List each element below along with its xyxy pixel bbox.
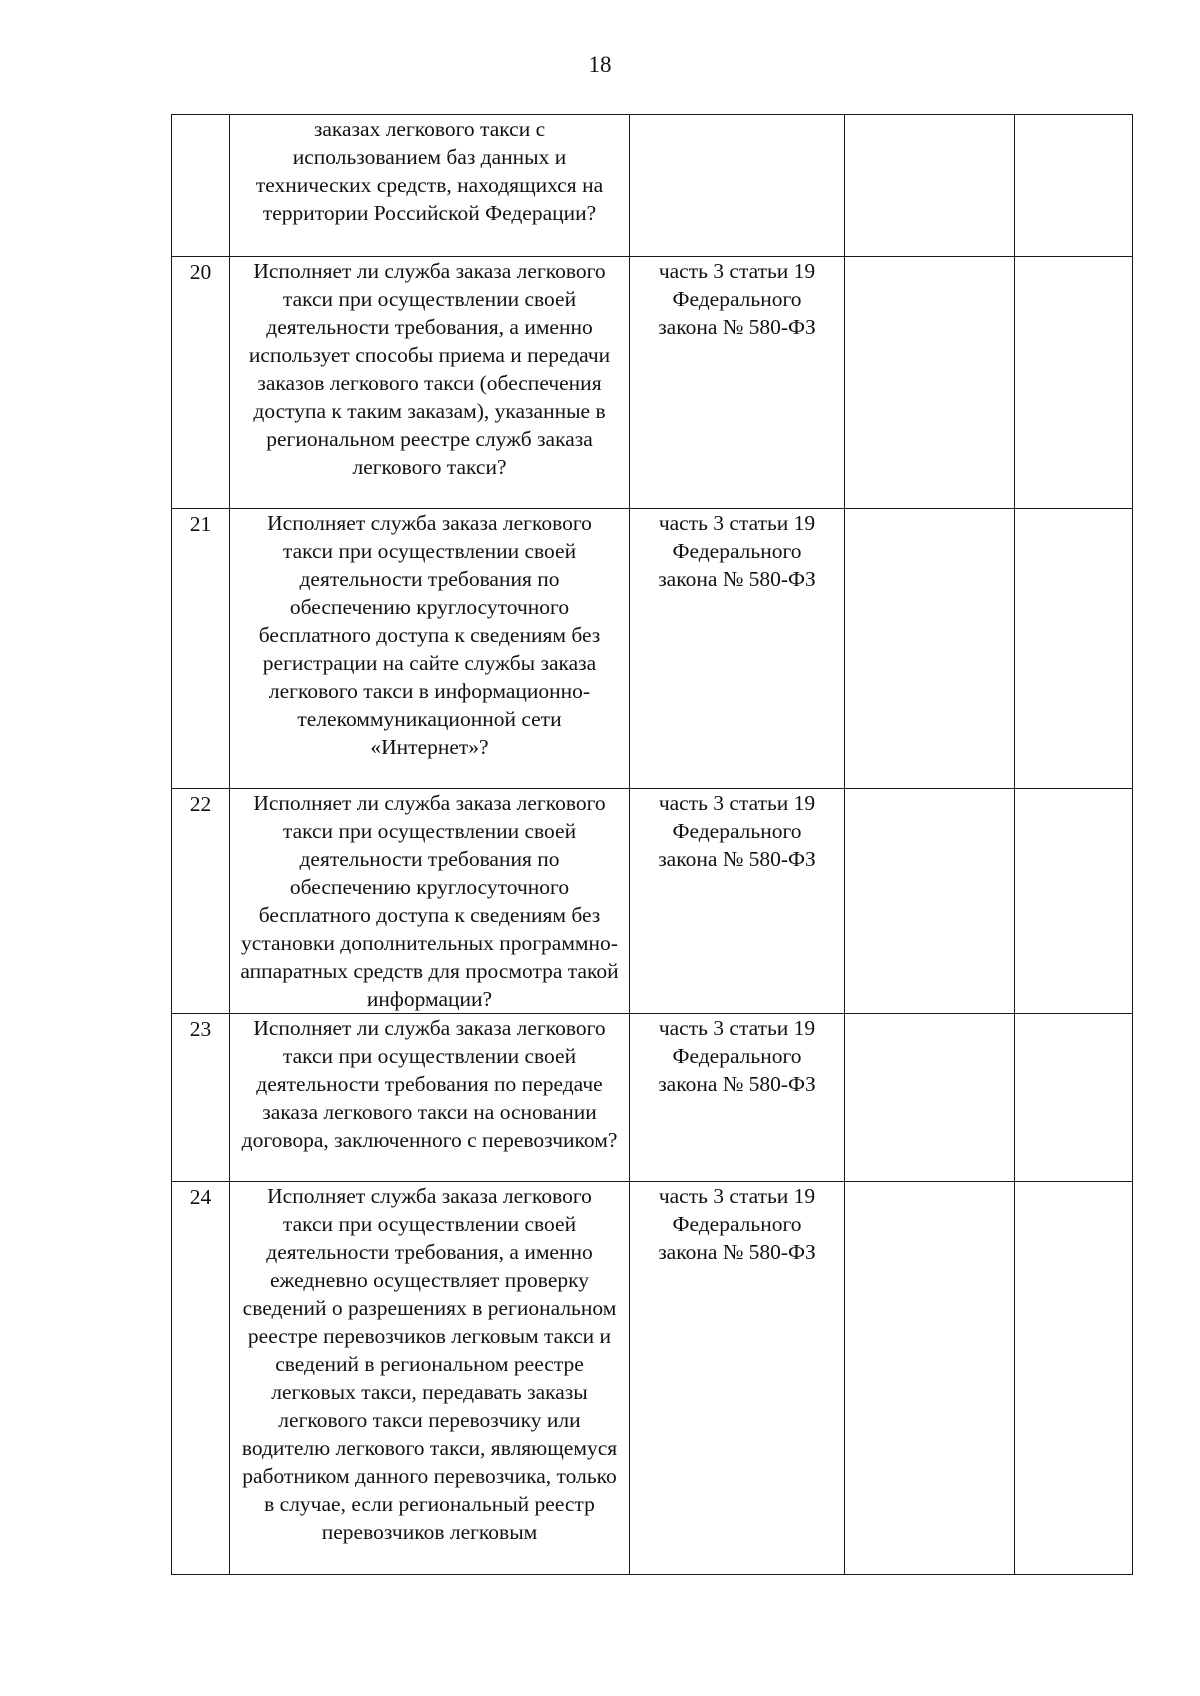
table-row <box>172 509 1133 789</box>
question-text: заказах легкового такси с использованием баз данных и технических средств, находящихся на территории Российской Федерации? <box>230 115 630 257</box>
note-cell <box>1015 1182 1133 1575</box>
question-text: Исполняет ли служба заказа легкового такси при осуществлении своей деятельности требования, а именно использует способы приема и передачи заказов легкового такси (обеспечения доступа к таким заказам), указанные в региональном реестре служб заказа легкового такси? <box>230 257 630 509</box>
reference-line: часть 3 статьи 19 <box>658 511 816 535</box>
checklist-table <box>171 114 1133 1575</box>
table-row <box>172 1014 1133 1182</box>
reference-line: закона № 580-ФЗ <box>658 315 816 339</box>
note-cell <box>1015 257 1133 509</box>
row-number: 22 <box>172 789 230 1014</box>
answer-cell <box>845 257 1015 509</box>
reference-line: Федерального <box>672 819 802 843</box>
reference-line: Федерального <box>672 1212 802 1236</box>
reference-line: часть 3 статьи 19 <box>658 1184 816 1208</box>
legal-reference <box>630 1014 845 1182</box>
reference-line: закона № 580-ФЗ <box>658 847 816 871</box>
note-cell <box>1015 115 1133 257</box>
row-number: 21 <box>172 509 230 789</box>
question-text: Исполняет служба заказа легкового такси при осуществлении своей деятельности требования, а именно ежедневно осуществляет проверку сведений о разрешениях в региональном реестре перевозчиков легковым такси и сведений в региональном реестре легковых такси, передавать заказы легкового такси перевозчику или водителю легкового такси, являющемуся работником данного перевозчика, только в случае, если региональный реестр перевозчиков легковым <box>230 1182 630 1575</box>
answer-cell <box>845 789 1015 1014</box>
table-row <box>172 789 1133 1014</box>
table-row <box>172 115 1133 257</box>
legal-reference <box>630 115 845 257</box>
row-number: 23 <box>172 1014 230 1182</box>
legal-reference <box>630 1182 845 1575</box>
legal-reference <box>630 789 845 1014</box>
reference-line: часть 3 статьи 19 <box>658 791 816 815</box>
note-cell <box>1015 789 1133 1014</box>
answer-cell <box>845 1182 1015 1575</box>
row-number: 20 <box>172 257 230 509</box>
answer-cell <box>845 115 1015 257</box>
answer-cell <box>845 1014 1015 1182</box>
row-number: 24 <box>172 1182 230 1575</box>
question-text: Исполняет ли служба заказа легкового такси при осуществлении своей деятельности требования по обеспечению круглосуточного бесплатного доступа к сведениям без установки дополнительных программно-аппаратных средств для просмотра такой информации? <box>230 789 630 1014</box>
reference-line: закона № 580-ФЗ <box>658 1240 816 1264</box>
row-number <box>172 115 230 257</box>
reference-line: часть 3 статьи 19 <box>658 259 816 283</box>
reference-line: Федерального <box>672 539 802 563</box>
note-cell <box>1015 509 1133 789</box>
page-number: 18 <box>588 52 612 77</box>
reference-line: закона № 580-ФЗ <box>658 567 816 591</box>
reference-line: часть 3 статьи 19 <box>658 1016 816 1040</box>
table-row <box>172 257 1133 509</box>
question-text: Исполняет служба заказа легкового такси при осуществлении своей деятельности требования по обеспечению круглосуточного бесплатного доступа к сведениям без регистрации на сайте службы заказа легкового такси в информационно-телекоммуникационной сети «Интернет»? <box>230 509 630 789</box>
table-row <box>172 1182 1133 1575</box>
legal-reference <box>630 509 845 789</box>
reference-line: закона № 580-ФЗ <box>658 1072 816 1096</box>
reference-line: Федерального <box>672 287 802 311</box>
question-text: Исполняет ли служба заказа легкового такси при осуществлении своей деятельности требования по передаче заказа легкового такси на основании договора, заключенного с перевозчиком? <box>230 1014 630 1182</box>
answer-cell <box>845 509 1015 789</box>
reference-line: Федерального <box>672 1044 802 1068</box>
legal-reference <box>630 257 845 509</box>
note-cell <box>1015 1014 1133 1182</box>
